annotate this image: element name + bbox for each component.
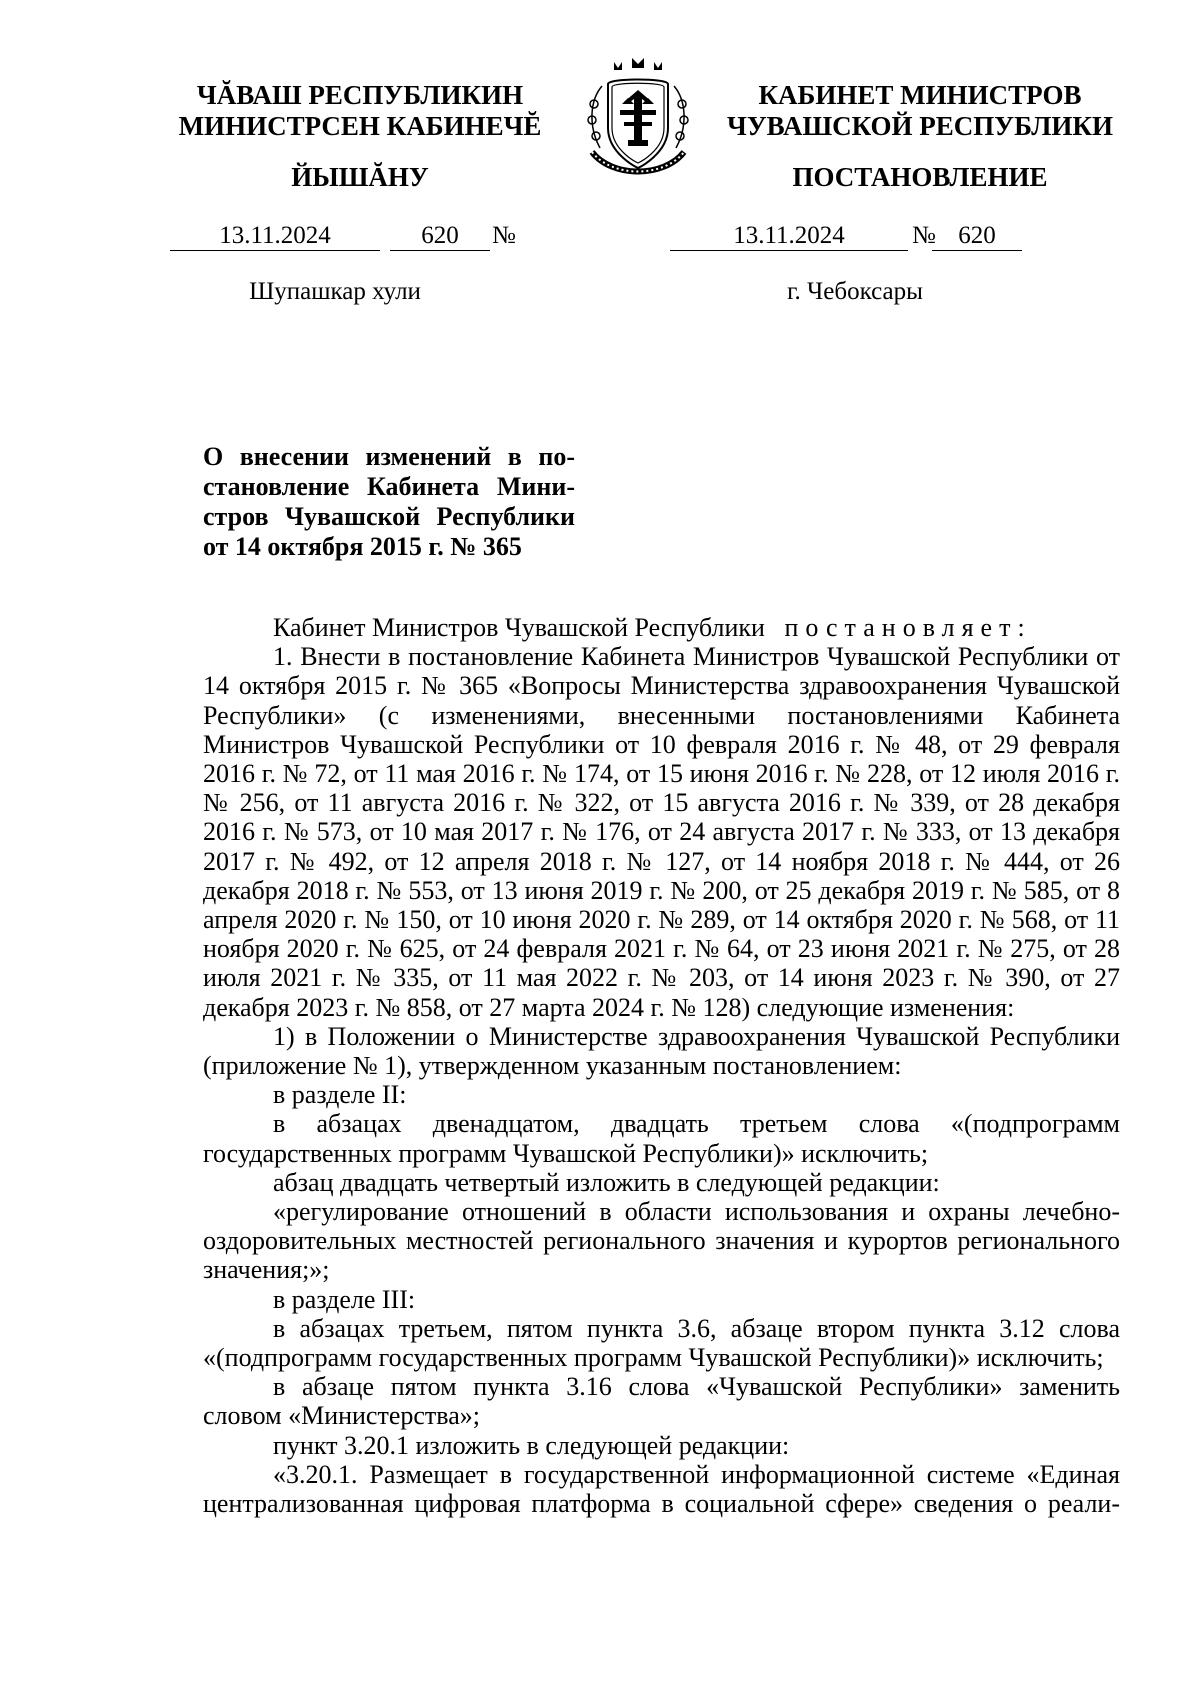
title-line: становление Кабинета Мини-: [203, 472, 575, 501]
body-paragraph: 1) в Положении о Министерстве здравоохранения Чувашской Республики (приложение № 1), утвержденном указанным постановлением:: [203, 1021, 1120, 1081]
right-number-sign: №: [912, 222, 936, 249]
left-number: 620: [390, 222, 490, 251]
title-line: стров Чувашской Республики: [203, 502, 575, 531]
body-paragraph: в разделе III:: [273, 1284, 416, 1314]
intro-text: Кабинет Министров Чувашской Республики: [273, 613, 765, 642]
body-paragraph: в разделе II:: [273, 1080, 407, 1110]
document-body: [203, 613, 1120, 1518]
intro-paragraph: [203, 613, 1120, 642]
document-title: [203, 442, 575, 562]
body-paragraph: «регулирование отношений в области использования и охраны лечебно-оздоровительных местностей регионального значения и курортов регионального значения;»;: [203, 1197, 1120, 1285]
right-place: г. Чебоксары: [787, 278, 923, 305]
left-place: Шупашкар хули: [249, 278, 421, 305]
header-right-line1: КАБИНЕТ МИНИСТРОВ: [758, 80, 1082, 110]
header-left-line1: ЧĂВАШ РЕСПУБЛИКИН: [196, 80, 524, 110]
header-right-doc-type: ПОСТАНОВЛЕНИЕ: [792, 162, 1048, 192]
body-paragraph: в абзацах двенадцатом, двадцать третьем слова «(подпрограмм государственных программ Чувашской Республики)» исключить;: [203, 1109, 1120, 1168]
body-paragraph: в абзацах третьем, пятом пункта 3.6, абзаце втором пункта 3.12 слова «(подпрограмм государственных программ Чувашской Республики)» исключить;: [203, 1313, 1120, 1373]
chuvash-emblem-icon: [572, 56, 704, 180]
header-left: [170, 80, 550, 142]
header-left-line2: МИНИСТРСЕН КАБИНЕЧĔ: [178, 111, 542, 141]
right-date: 13.11.2024: [670, 222, 908, 251]
body-paragraph: «3.20.1. Размещает в государственной информационной системе «Единая централизованная цифровая платформа в социальной сфере» сведения о реали-: [203, 1459, 1120, 1519]
header-right: [720, 80, 1120, 142]
left-date: 13.11.2024: [170, 222, 380, 251]
body-paragraph: абзац двадцать четвертый изложить в следующей редакции:: [273, 1167, 940, 1197]
header-left-doc-type: ЙЫШĂНУ: [291, 162, 429, 192]
left-number-sign: №: [492, 222, 516, 249]
title-line: от 14 октября 2015 г. № 365: [203, 532, 522, 561]
body-paragraph: в абзаце пятом пункта 3.16 слова «Чувашской Республики» заменить словом «Министерства»;: [203, 1372, 1120, 1431]
header-right-line2: ЧУВАШСКОЙ РЕСПУБЛИКИ: [727, 111, 1113, 141]
intro-verb: постановляет:: [784, 613, 1032, 642]
body-paragraph: 1. Внести в постановление Кабинета Министров Чувашской Республики от 14 октября 2015 г. № 365 «Вопросы Министерства здравоохранения Чувашской Республики» (с изменениями, внесенными постановлениями Кабинета Министров Чувашской Республики от 10 февраля 2016 г. № 48, от 29 февраля 2016 г. № 72, от 11 мая 2016 г. № 174, от 15 июня 2016 г. № 228, от 12 июля 2016 г. № 256, от 11 августа 2016 г. № 322, от 15 августа 2016 г. № 339, от 28 декабря 2016 г. № 573, от 10 мая 2017 г. № 176, от 24 августа 2017 г. № 333, от 13 декабря 2017 г. № 492, от 12 апреля 2018 г. № 127, от 14 ноября 2018 г. № 444, от 26 декабря 2018 г. № 553, от 13 июня 2019 г. № 200, от 25 декабря 2019 г. № 585, от 8 апреля 2020 г. № 150, от 10 июня 2020 г. № 289, от 14 октября 2020 г. № 568, от 11 ноября 2020 г. № 625, от 24 февраля 2021 г. № 64, от 23 июня 2021 г. № 275, от 28 июля 2021 г. № 335, от 11 мая 2022 г. № 203, от 14 июня 2023 г. № 390, от 27 декабря 2023 г. № 858, от 27 марта 2024 г. № 128) следующие изменения:: [203, 642, 1120, 1022]
right-number: 620: [932, 222, 1022, 251]
body-paragraph: пункт 3.20.1 изложить в следующей редакции:: [273, 1430, 790, 1460]
title-line: О внесении изменений в по-: [203, 442, 575, 471]
